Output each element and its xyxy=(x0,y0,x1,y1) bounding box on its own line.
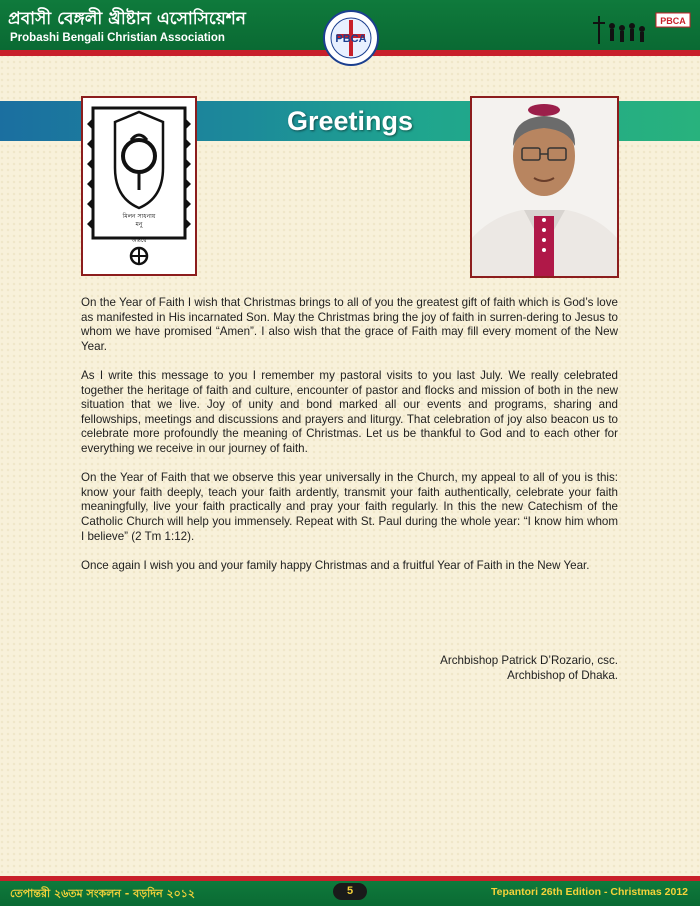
letter-body xyxy=(81,296,618,588)
portrait-image xyxy=(472,98,617,276)
footer-left-text: তেপান্তরী ২৬তম সংকলন - বড়দিন ২০১২ xyxy=(10,887,196,900)
svg-text:মিলন সাধনায়: মিলন সাধনায় xyxy=(122,213,156,220)
signature-block xyxy=(440,654,618,683)
letter-paragraph: Once again I wish you and your family happy Christmas and a fruitful Year of Faith in the New Year. xyxy=(81,558,590,572)
footer-right-text: Tepantori 26th Edition - Christmas 2012 xyxy=(490,886,688,898)
svg-text:অন্তরে: অন্তরে xyxy=(131,237,147,244)
pbca-figures-logo xyxy=(592,8,694,48)
svg-text:PBCA: PBCA xyxy=(335,33,367,45)
letter-paragraph: As I write this message to you I remember my pastoral visits to you last July. We really celebrated together the heritage of faith and culture, encounter of pastor and flocks and mission of both in the new situation that we live. Joy of unity and bond marked all our events and programs, sharing and fellowships, meetings and discussions and prayers and liturgy. That celebration of joy also beacon us to celebrate more profoundly the meaning of Christmas. Let us be thankful to God and to each other for everything we receive in our journey of faith. xyxy=(81,368,618,455)
letter-paragraph: On the Year of Faith that we observe this year universally in the Church, my appeal to all of you is this: know your faith deeply, teach your faith ardently, transmit your faith authentically, celebrate your faith meaningfully, live your faith practically and pray your faith regularly. In this the new Catechism of the Catholic Church will help you immensely. Repeat with St. Paul during the whole year: “I know him whom I believe” (2 Tm 1:12). xyxy=(81,471,618,543)
signature-name: Archbishop Patrick D’Rozario, csc. xyxy=(440,654,618,667)
page-number: 5 xyxy=(333,883,367,900)
letter-paragraph: On the Year of Faith I wish that Christmas brings to all of you the greatest gift of faith which is God’s love as manifested in His incarnated Son. May the Christmas bring the joy of faith in surren-dering to Jesus to whom we have promised “Amen”. I also wish that the grace of Faith may fill every moment of the New Year. xyxy=(81,296,618,353)
signature-title: Archbishop of Dhaka. xyxy=(507,668,618,682)
pbca-logo xyxy=(323,10,379,66)
header-title-bengali: প্রবাসী বেঙ্গলী খ্রীষ্টান এসোসিয়েশন xyxy=(8,9,246,29)
header-title-english: Probashi Bengali Christian Association xyxy=(10,32,225,44)
svg-text:মনু: মনু xyxy=(135,221,143,228)
archbishop-portrait xyxy=(470,96,619,278)
emblem-frame xyxy=(81,96,197,276)
section-title: Greetings xyxy=(286,106,414,136)
svg-text:PBCA: PBCA xyxy=(660,16,686,26)
diocese-emblem xyxy=(83,98,195,274)
